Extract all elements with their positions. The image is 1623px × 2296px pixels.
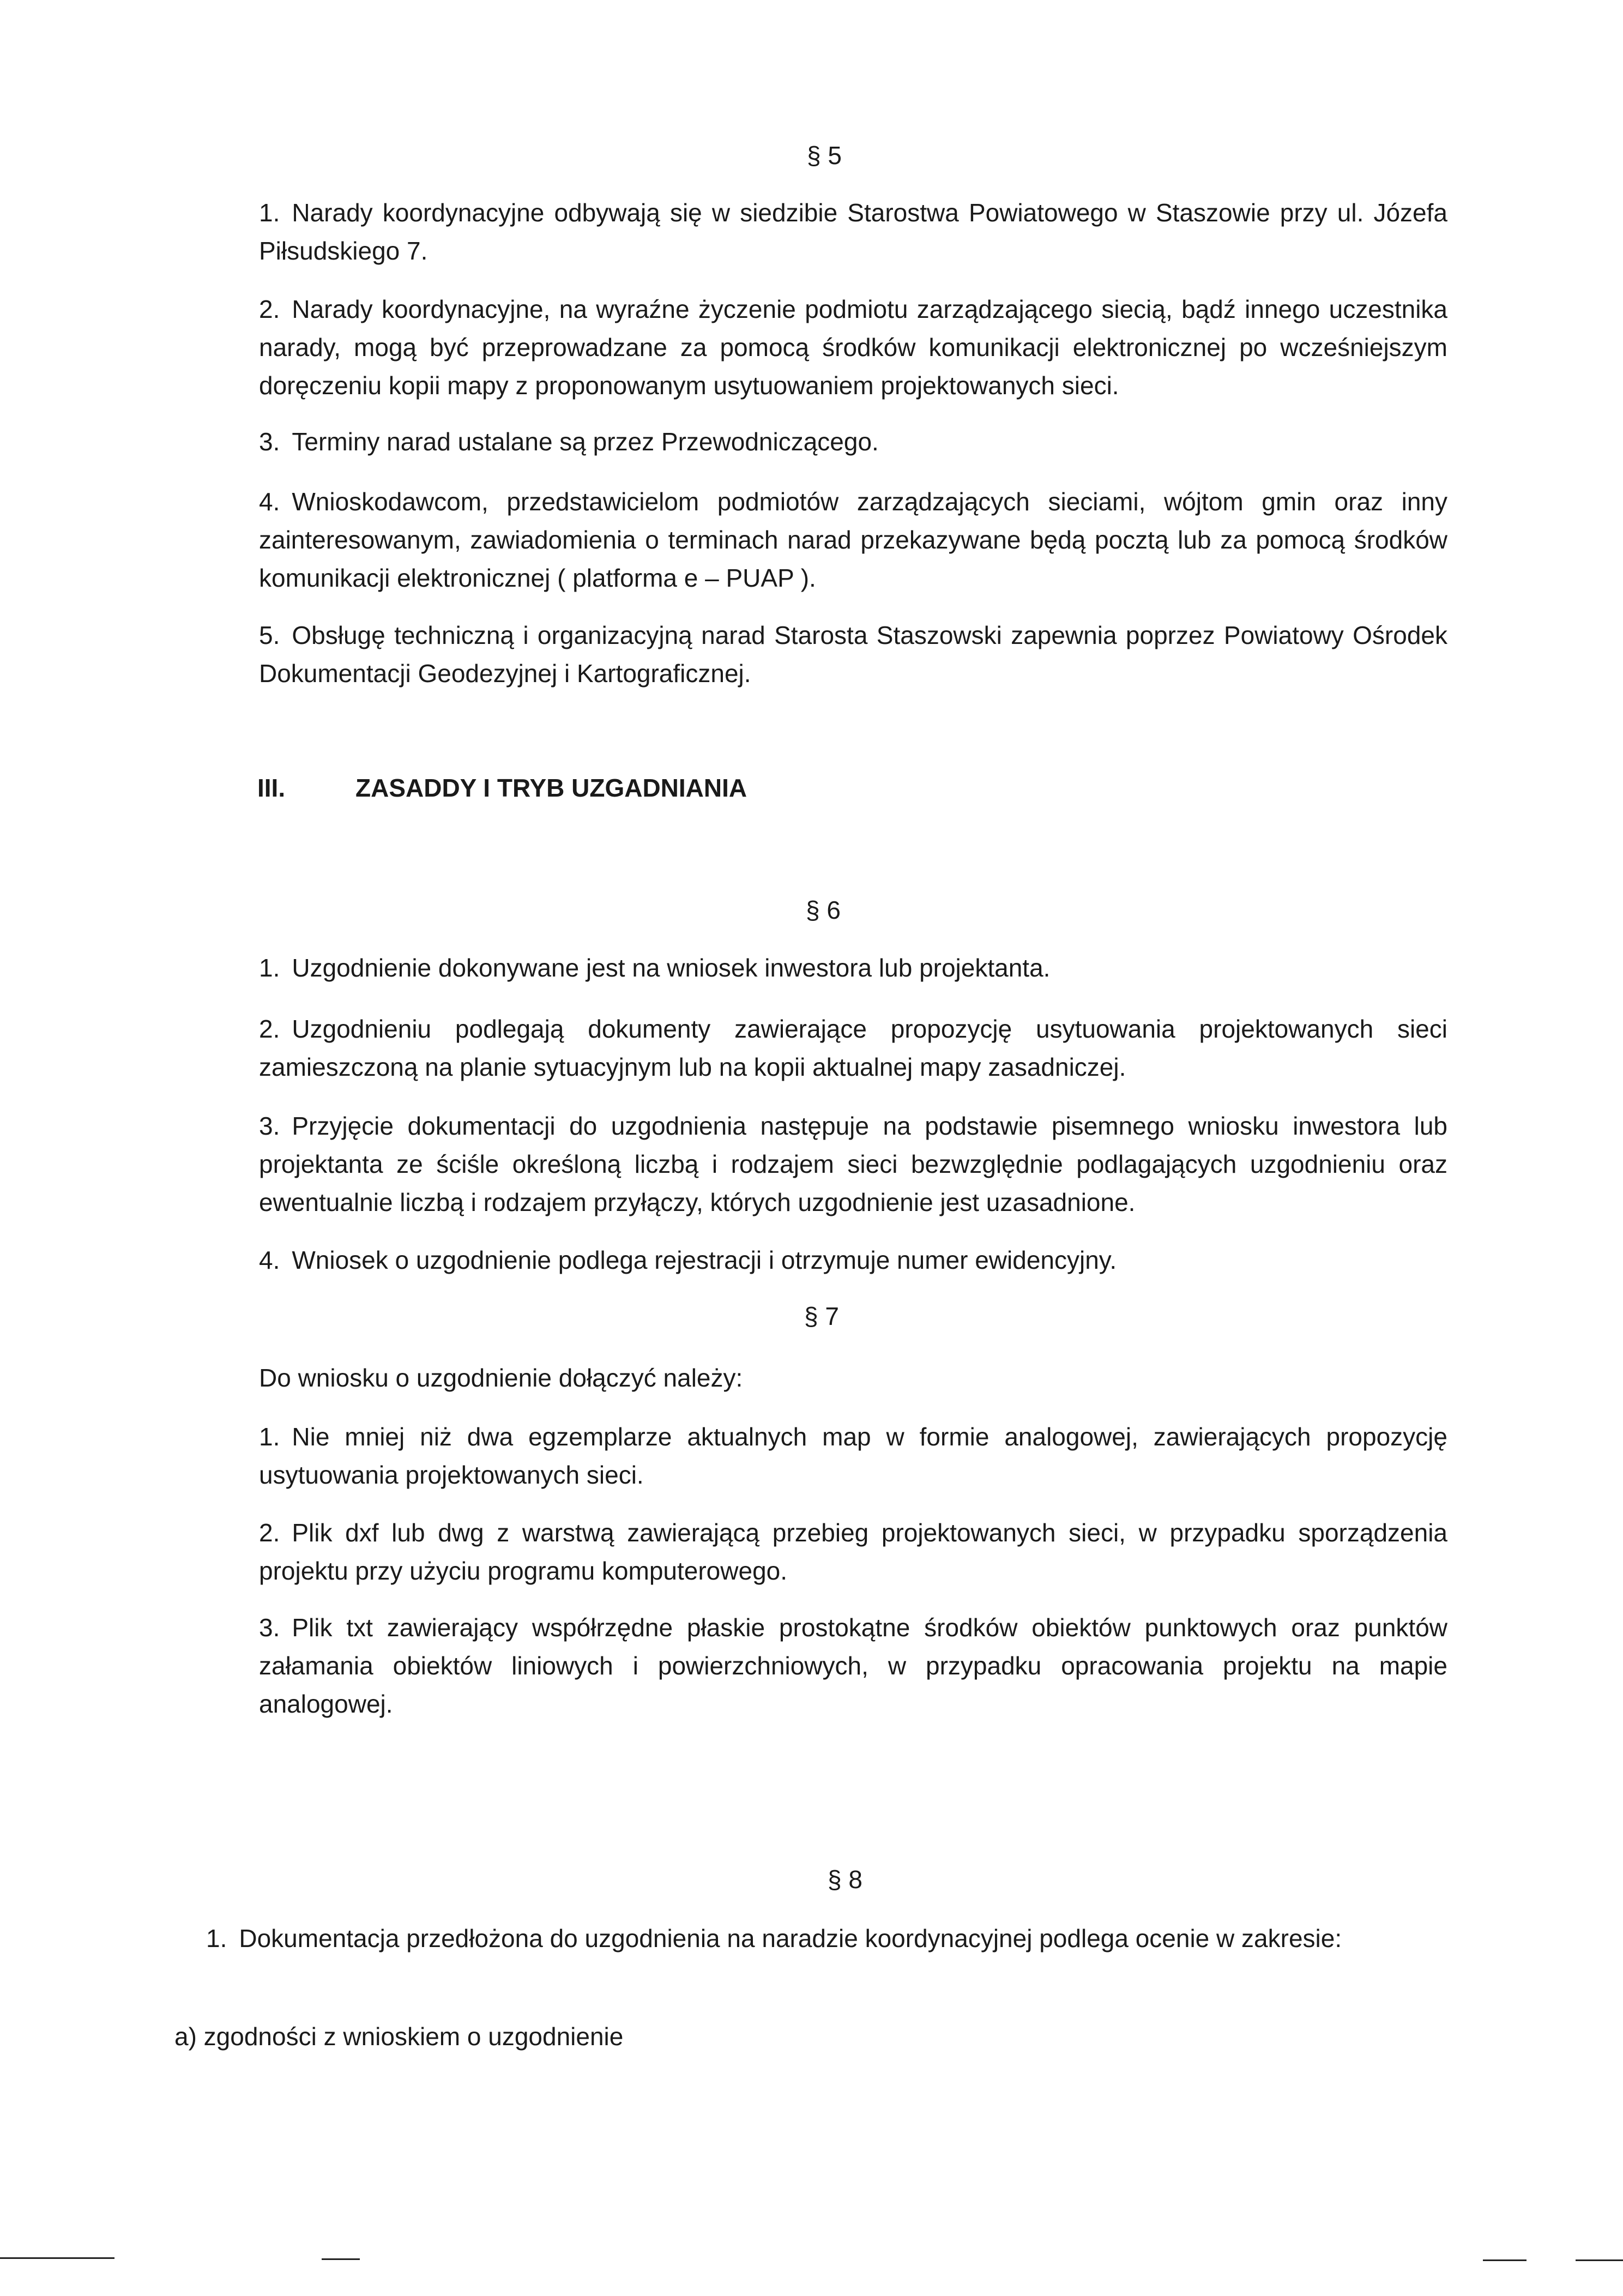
- footer-rule-right-1: [1483, 2259, 1527, 2261]
- s7-intro: Do wniosku o uzgodnienie dołączyć należy:: [259, 1364, 743, 1392]
- s8-item-1: 1. Dokumentacja przedłożona do uzgodnienia na naradzie koordynacyjnej podlega ocenie w zakresie:: [206, 1924, 1342, 1952]
- s7-item-3: 3. Plik txt zawierający współrzędne płaskie prostokątne środków obiektów punktowych oraz punktów załamania obiektów liniowych i powierzchniowych, w przypadku opracowania projektu na mapie analogowej.: [259, 1613, 1447, 1718]
- s5-item-4: 4. Wnioskodawcom, przedstawicielom podmiotów zarządzających sieciami, wójtom gmin oraz inny zainteresowanym, zawiadomienia o terminach narad przekazywane będą pocztą lub za pomocą środków komunikacji elektronicznej ( platforma e – PUAP ).: [259, 487, 1447, 592]
- s5-item-3: 3. Terminy narad ustalane są przez Przewodniczącego.: [259, 427, 879, 456]
- s8-item-a: a) zgodności z wnioskiem o uzgodnienie: [174, 2022, 624, 2051]
- footer-rule-middle: [322, 2258, 360, 2260]
- s5-item-5: 5. Obsługę techniczną i organizacyjną narad Starosta Staszowski zapewnia poprzez Powiatowy Ośrodek Dokumentacji Geodezyjnej i Kartograficznej.: [259, 621, 1447, 688]
- s6-item-1: 1. Uzgodnienie dokonywane jest na wniosek inwestora lub projektanta.: [259, 954, 1051, 982]
- paragraph-8-heading: § 8: [828, 1865, 862, 1894]
- footer-rule-left: [0, 2257, 114, 2259]
- s5-item-1: 1. Narady koordynacyjne odbywają się w siedzibie Starostwa Powiatowego w Staszowie przy ul. Józefa Piłsudskiego 7.: [259, 198, 1447, 265]
- paragraph-7-heading: § 7: [804, 1302, 839, 1330]
- s7-item-1: 1. Nie mniej niż dwa egzemplarze aktualnych map w formie analogowej, zawierających propozycję usytuowania projektowanych sieci.: [259, 1423, 1447, 1489]
- s6-item-2: 2. Uzgodnieniu podlegają dokumenty zawierające propozycję usytuowania projektowanych sieci zamieszczoną na planie sytuacyjnym lub na kopii aktualnej mapy zasadniczej.: [259, 1015, 1447, 1081]
- s5-item-2: 2. Narady koordynacyjne, na wyraźne życzenie podmiotu zarządzającego siecią, bądź innego uczestnika narady, mogą być przeprowadzane za pomocą środków komunikacji elektronicznej po wcześniejszym doręczeniu kopii mapy z proponowanym usytuowaniem projektowanych sieci.: [259, 295, 1447, 400]
- paragraph-5-heading: § 5: [807, 141, 842, 170]
- s6-item-3: 3. Przyjęcie dokumentacji do uzgodnienia następuje na podstawie pisemnego wniosku inwestora lub projektanta ze ściśle określoną liczbą i rodzajem sieci bezwzględnie podlagających uzgodnieniu oraz ewentualnie liczbą i rodzajem przyłączy, których uzgodnienie jest uzasadnione.: [259, 1112, 1447, 1216]
- section-3-title: III. ZASADDY I TRYB UZGADNIANIA: [257, 774, 747, 802]
- s6-item-4: 4. Wniosek o uzgodnienie podlega rejestracji i otrzymuje numer ewidencyjny.: [259, 1246, 1117, 1274]
- paragraph-6-heading: § 6: [806, 896, 841, 924]
- footer-rule-right-2: [1576, 2259, 1623, 2261]
- s7-item-2: 2. Plik dxf lub dwg z warstwą zawierającą przebieg projektowanych sieci, w przypadku sporządzenia projektu przy użyciu programu komputerowego.: [259, 1518, 1447, 1585]
